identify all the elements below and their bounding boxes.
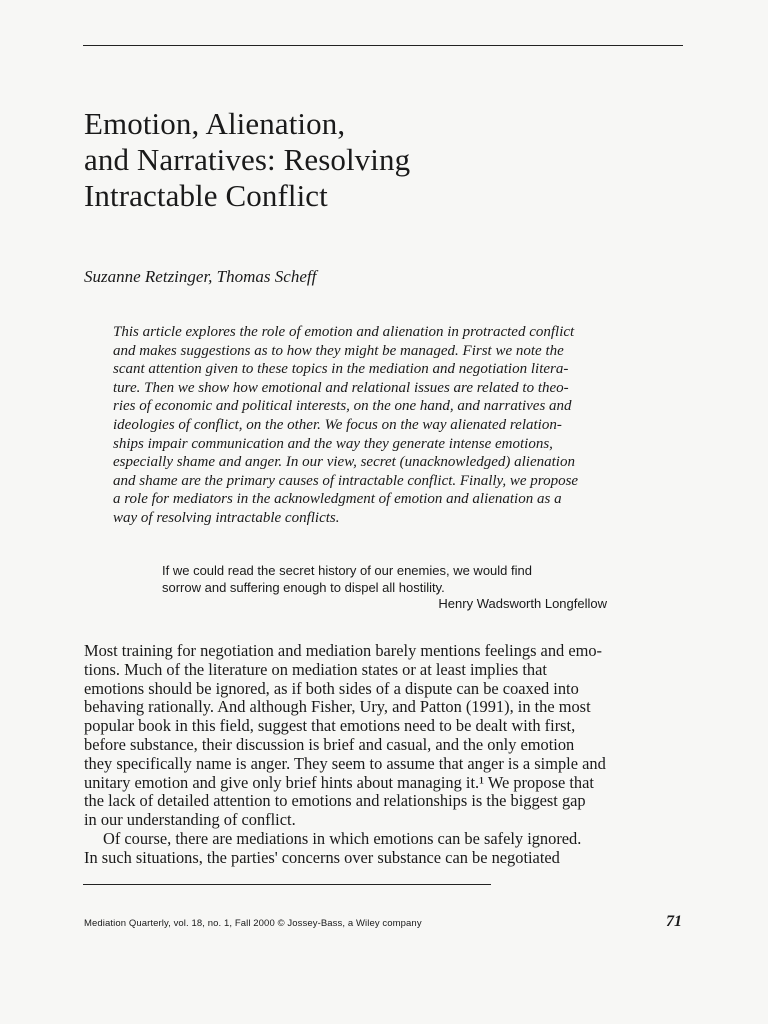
- body-line: the lack of detailed attention to emotions and relationships is the biggest gap: [84, 791, 586, 811]
- body-line: unitary emotion and give only brief hints about managing it.¹ We propose that: [84, 772, 594, 792]
- body-line: tions. Much of the literature on mediation states or at least implies that: [84, 659, 547, 679]
- article-title: [84, 106, 684, 214]
- body-line: behaving rationally. And although Fisher, Ury, and Patton (1991), in the most: [84, 697, 591, 717]
- body-line: popular book in this field, suggest that emotions need to be dealt with first,: [84, 716, 576, 736]
- abstract-line: a role for mediators in the acknowledgment of emotion and alienation as a: [113, 491, 562, 508]
- body-text: [84, 642, 684, 868]
- body-line: in our understanding of conflict.: [84, 810, 296, 830]
- body-line: before substance, their discussion is brief and casual, and the only emotion: [84, 734, 575, 754]
- page-number: 71: [666, 913, 682, 930]
- abstract-line: ries of economic and political interests, on the one hand, and narratives and: [113, 398, 572, 415]
- abstract-line: ideologies of conflict, on the other. We focus on the way alienated relation-: [113, 416, 562, 433]
- authors: Suzanne Retzinger, Thomas Scheff: [84, 267, 317, 286]
- epigraph-line: sorrow and suffering enough to dispel all hostility.: [162, 579, 445, 595]
- footer-rule: [83, 884, 491, 885]
- abstract-line: way of resolving intractable conflicts.: [113, 509, 340, 526]
- body-line: emotions should be ignored, as if both sides of a dispute can be coaxed into: [84, 678, 579, 698]
- abstract-line: ships impair communication and the way they generate intense emotions,: [113, 435, 553, 452]
- journal-citation: Mediation Quarterly, vol. 18, no. 1, Fall 2000 © Jossey-Bass, a Wiley company: [84, 918, 422, 929]
- epigraph-line: If we could read the secret history of our enemies, we would find: [162, 563, 532, 578]
- title-line: and Narratives: Resolving: [84, 142, 411, 177]
- abstract: [113, 323, 658, 528]
- body-line: they specifically name is anger. They seem to assume that anger is a simple and: [84, 753, 606, 773]
- title-line: Emotion, Alienation,: [84, 106, 346, 141]
- top-rule: [83, 45, 683, 46]
- abstract-line: scant attention given to these topics in the mediation and negotiation litera-: [113, 361, 569, 378]
- abstract-line: and shame are the primary causes of intractable conflict. Finally, we propose: [113, 472, 579, 489]
- body-line: Of course, there are mediations in which emotions can be safely ignored.: [103, 828, 582, 848]
- epigraph-attribution: Henry Wadsworth Longfellow: [438, 596, 607, 611]
- body-line: In such situations, the parties' concerns over substance can be negotiated: [84, 847, 560, 867]
- epigraph: [162, 563, 607, 613]
- abstract-line: ture. Then we show how emotional and relational issues are related to theo-: [113, 379, 569, 396]
- title-line: Intractable Conflict: [84, 178, 328, 213]
- body-line: Most training for negotiation and mediation barely mentions feelings and emo-: [84, 641, 603, 660]
- abstract-line: This article explores the role of emotion and alienation in protracted conflict: [113, 324, 575, 340]
- abstract-line: especially shame and anger. In our view, secret (unacknowledged) alienation: [113, 454, 575, 471]
- abstract-line: and makes suggestions as to how they might be managed. First we note the: [113, 342, 564, 359]
